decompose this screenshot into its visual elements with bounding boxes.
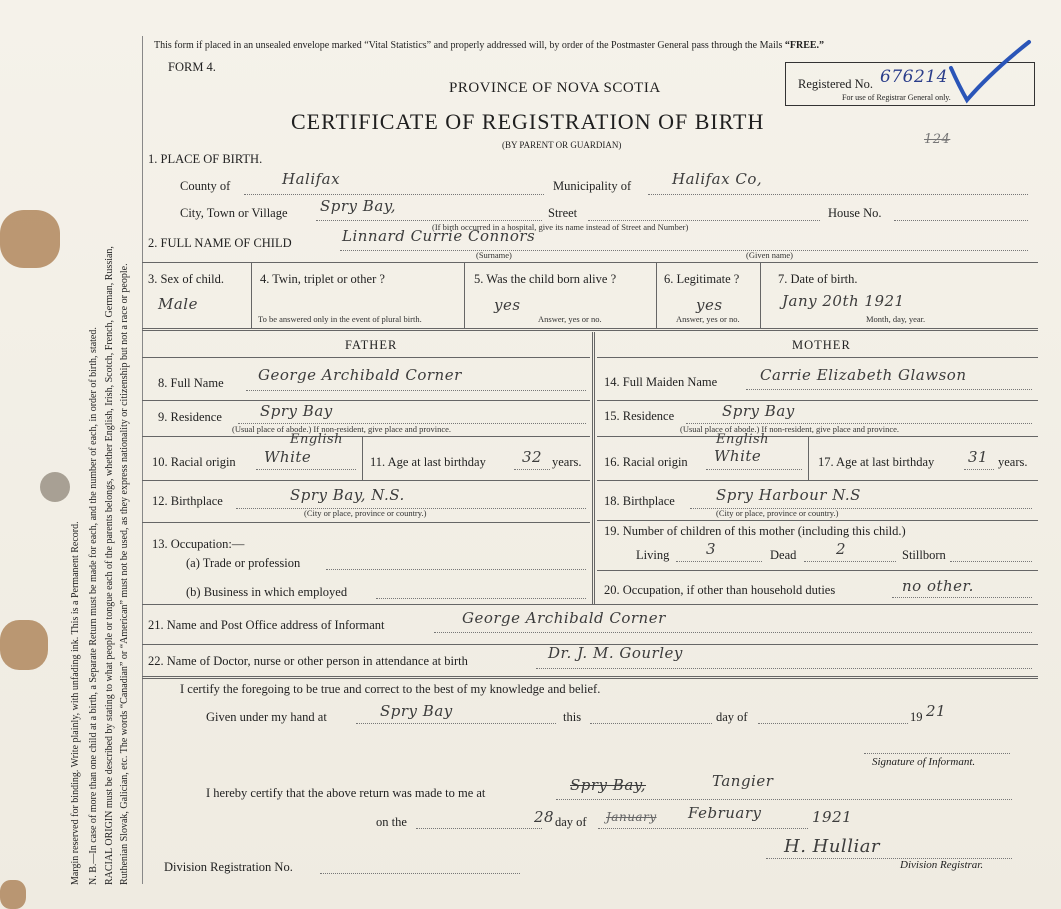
given-place-value: Spry Bay bbox=[380, 702, 453, 720]
date-of-birth-value: Jany 20th 1921 bbox=[782, 292, 905, 310]
father-birthplace-label: 12. Birthplace bbox=[152, 494, 223, 508]
registered-label: Registered No. bbox=[798, 77, 873, 91]
living-value: 3 bbox=[706, 540, 717, 558]
this-label: this bbox=[563, 710, 582, 724]
certify-text: I certify the foregoing to be true and correct to the best of my knowledge and belief. bbox=[180, 682, 601, 696]
informant-value: George Archibald Corner bbox=[462, 609, 666, 627]
mother-racial-value: White bbox=[714, 447, 762, 465]
twin-label: 4. Twin, triplet or other ? bbox=[260, 272, 385, 286]
stillborn-label: Stillborn bbox=[902, 548, 946, 562]
father-residence-value: Spry Bay bbox=[260, 402, 333, 420]
county-label: County of bbox=[180, 179, 231, 193]
father-heading: FATHER bbox=[345, 338, 398, 352]
street-label: Street bbox=[548, 206, 578, 220]
registrar-signature: H. Hulliar bbox=[784, 836, 881, 857]
year-prefix: 19 bbox=[910, 710, 923, 724]
day-of-label: day of bbox=[716, 710, 748, 724]
father-business-label: (b) Business in which employed bbox=[186, 585, 348, 599]
province-heading: PROVINCE OF NOVA SCOTIA bbox=[449, 80, 661, 96]
mother-racial-over: English bbox=[716, 432, 770, 447]
registrar-month-value: February bbox=[688, 804, 762, 822]
page-title: CERTIFICATE OF REGISTRATION OF BIRTH bbox=[291, 109, 765, 134]
registrar-place-struck: Spry Bay, bbox=[570, 776, 647, 794]
born-alive-value: yes bbox=[494, 296, 521, 314]
city-value: Spry Bay, bbox=[320, 197, 397, 215]
mother-birthplace-label: 18. Birthplace bbox=[604, 494, 675, 508]
dead-value: 2 bbox=[836, 540, 847, 558]
paper-stain bbox=[0, 210, 60, 268]
margin-note-binding: Margin reserved for binding. Write plainly, with unfading ink. This is a Permanent Record. bbox=[70, 521, 81, 885]
doctor-label: 22. Name of Doctor, nurse or other person in attendance at birth bbox=[148, 654, 468, 668]
registered-note: For use of Registrar General only. bbox=[842, 93, 951, 102]
mother-name-value: Carrie Elizabeth Glawson bbox=[760, 366, 967, 384]
postal-notice-text: This form if placed in an unsealed envelope marked “Vital Statistics” and properly addressed will, by order of the Postmaster General pass through the Mails bbox=[154, 40, 783, 51]
check-mark-icon bbox=[945, 38, 1035, 108]
mother-occupation-value: no other. bbox=[902, 577, 974, 595]
margin-note-racial-origin: RACIAL ORIGIN must be described by stating to what people or tongue each of the parents belongs, whether English, Irish, Scotch, French, German, Russian, bbox=[104, 246, 115, 885]
registrar-month-struck: January bbox=[606, 810, 657, 824]
child-name-label: 2. FULL NAME OF CHILD bbox=[148, 236, 292, 250]
legitimate-label: 6. Legitimate ? bbox=[664, 272, 740, 286]
date-of-birth-note: Month, day, year. bbox=[866, 314, 926, 324]
division-registration-label: Division Registration No. bbox=[164, 860, 293, 874]
sex-value: Male bbox=[158, 295, 198, 313]
form-number: FORM 4. bbox=[168, 60, 216, 74]
mother-residence-note: (Usual place of abode.) If non-resident, give place and province. bbox=[680, 424, 900, 434]
doctor-value: Dr. J. M. Gourley bbox=[548, 644, 683, 662]
father-years: years. bbox=[552, 455, 582, 469]
father-racial-over: English bbox=[290, 432, 344, 447]
mother-age-label: 17. Age at last birthday bbox=[818, 455, 935, 469]
on-the-label: on the bbox=[376, 815, 407, 829]
mother-heading: MOTHER bbox=[792, 338, 851, 352]
father-age-value: 32 bbox=[522, 448, 543, 466]
father-racial-value: White bbox=[264, 448, 312, 466]
father-occupation-label: 13. Occupation:— bbox=[152, 537, 245, 551]
dead-label: Dead bbox=[770, 548, 797, 562]
house-no-label: House No. bbox=[828, 206, 882, 220]
born-alive-note: Answer, yes or no. bbox=[538, 314, 602, 324]
father-birthplace-value: Spry Bay, N.S. bbox=[290, 486, 405, 504]
surname-note: (Surname) bbox=[476, 250, 512, 260]
registrar-certify-text: I hereby certify that the above return was made to me at bbox=[206, 786, 486, 800]
father-name-value: George Archibald Corner bbox=[258, 366, 462, 384]
mother-birthplace-note: (City or place, province or country.) bbox=[716, 508, 839, 518]
place-of-birth-heading: 1. PLACE OF BIRTH. bbox=[148, 152, 263, 166]
mother-racial-label: 16. Racial origin bbox=[604, 455, 688, 469]
mother-residence-value: Spry Bay bbox=[722, 402, 795, 420]
division-registrar-label: Division Registrar. bbox=[900, 859, 984, 871]
father-age-label: 11. Age at last birthday bbox=[370, 455, 486, 469]
mother-years: years. bbox=[998, 455, 1028, 469]
registrar-day-value: 28 bbox=[534, 808, 555, 826]
child-name-value: Linnard Currie Connors bbox=[342, 227, 536, 245]
informant-label: 21. Name and Post Office address of Informant bbox=[148, 618, 385, 632]
registered-number: 676214 bbox=[880, 67, 948, 87]
paper-stain bbox=[0, 880, 26, 909]
year-value: 21 bbox=[926, 702, 947, 720]
legitimate-value: yes bbox=[696, 296, 723, 314]
twin-note: To be answered only in the event of plural birth. bbox=[258, 314, 422, 324]
father-racial-label: 10. Racial origin bbox=[152, 455, 236, 469]
informant-signature-label: Signature of Informant. bbox=[872, 756, 976, 768]
postal-notice-free: “FREE.” bbox=[784, 40, 825, 51]
father-residence-label: 9. Residence bbox=[158, 410, 222, 424]
born-alive-label: 5. Was the child born alive ? bbox=[474, 272, 617, 286]
mother-birthplace-value: Spry Harbour N.S bbox=[716, 486, 861, 504]
children-count-label: 19. Number of children of this mother (including this child.) bbox=[604, 524, 906, 538]
city-label: City, Town or Village bbox=[180, 206, 288, 220]
mother-residence-label: 15. Residence bbox=[604, 409, 675, 423]
page-subtitle: (BY PARENT OR GUARDIAN) bbox=[502, 140, 622, 150]
father-name-label: 8. Full Name bbox=[158, 376, 224, 390]
mother-name-label: 14. Full Maiden Name bbox=[604, 375, 718, 389]
legitimate-note: Answer, yes or no. bbox=[676, 314, 740, 324]
paper-stain bbox=[40, 472, 70, 502]
date-of-birth-label: 7. Date of birth. bbox=[778, 272, 858, 286]
given-name-note: (Given name) bbox=[746, 250, 793, 260]
margin-note-multiple-birth: N. B.—In case of more than one child at a birth, a Separate Return must be made for each, and the number of each, in order of birth, stated. bbox=[88, 327, 99, 885]
check-mark-stroke bbox=[951, 42, 1029, 100]
given-under-label: Given under my hand at bbox=[206, 710, 327, 724]
mother-age-value: 31 bbox=[968, 448, 989, 466]
father-residence-note: (Usual place of abode.) If non-resident, give place and province. bbox=[232, 424, 452, 434]
municipality-label: Municipality of bbox=[553, 179, 632, 193]
municipality-value: Halifax Co, bbox=[672, 170, 763, 188]
father-birthplace-note: (City or place, province or country.) bbox=[304, 508, 427, 518]
registrar-day-of-label: day of bbox=[555, 815, 587, 829]
county-value: Halifax bbox=[282, 170, 341, 188]
margin-note-nationality: Ruthenian Slovak, Galician, etc. The words “Canadian” or “American” must not be used, as they express nationality or citizenship but not a race or people. bbox=[119, 263, 130, 885]
stamp-number: 124 bbox=[924, 132, 951, 147]
paper-stain bbox=[0, 620, 48, 670]
registrar-place-value: Tangier bbox=[712, 772, 774, 790]
father-trade-label: (a) Trade or profession bbox=[186, 556, 301, 570]
postal-notice bbox=[154, 40, 824, 51]
sex-label: 3. Sex of child. bbox=[148, 272, 225, 286]
hospital-note: (If birth occurred in a hospital, give its name instead of Street and Number) bbox=[432, 222, 689, 232]
mother-occupation-label: 20. Occupation, if other than household duties bbox=[604, 583, 836, 597]
registrar-year-value: 1921 bbox=[812, 808, 853, 826]
living-label: Living bbox=[636, 548, 670, 562]
